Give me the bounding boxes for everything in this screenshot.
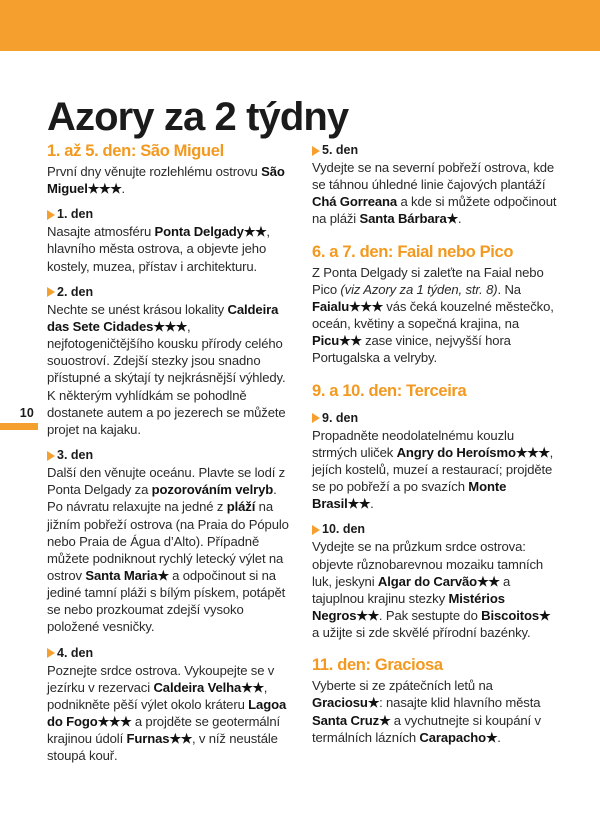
page-number: 10 xyxy=(19,406,34,420)
graciosa-text-2: : nasajte klid hlavního města xyxy=(379,695,541,711)
faial-text-2: . Na xyxy=(497,281,521,297)
triangle-bullet-icon xyxy=(47,287,55,297)
day3-beaches: pláží xyxy=(226,499,256,515)
page-folio-marker xyxy=(0,406,40,430)
day2-place-1: Caldeira das Sete Cidades xyxy=(47,301,279,334)
faial-cross-reference: (viz Azory za 1 týden, str. 8) xyxy=(340,281,498,297)
day9-text-3: . xyxy=(370,496,374,512)
pico-island: Picu xyxy=(312,333,340,349)
day3-text-4: a odpočinout si na jediné tamní pláži s bílým pískem, potápět se nebo prozkoumat zdejší vysoko položené vesničky. xyxy=(47,567,286,635)
day-3-paragraph xyxy=(47,464,295,636)
graciosa-stars-3: ★ xyxy=(486,729,498,745)
intro-rating-stars: ★★★ xyxy=(87,181,122,197)
day10-trail: Mistérios Negros xyxy=(312,590,505,623)
day5-text-1: Vydejte se na severní pobřeží ostrova, kde se táhnou úhledné linie čajových plantáží xyxy=(312,160,555,193)
page-title: Azory za 2 týdny xyxy=(47,94,349,139)
graciosa-text-4: . xyxy=(497,729,501,745)
faial-text-1: Z Ponta Delgady si zaleťte na Faial nebo Pico xyxy=(312,264,544,297)
faial-text-4: zase vinice, nejvyšší hora Portugalska a velryby. xyxy=(312,333,511,366)
day4-place-2: Lagoa do Fogo xyxy=(47,696,287,730)
day10-stars-2: ★★ xyxy=(356,607,379,623)
day9-town: Angry do Heroísmo xyxy=(396,444,516,460)
day-label-9: 9. den xyxy=(322,410,359,425)
graciosa-island: Graciosu xyxy=(312,695,368,711)
day5-beach: Santa Bárbara xyxy=(359,211,447,227)
day2-text-1: Nechte se unést krásou lokality xyxy=(47,301,228,317)
day-label-3: 3. den xyxy=(57,448,94,463)
top-accent-band xyxy=(0,0,600,51)
graciosa-paragraph xyxy=(312,677,560,746)
graciosa-capital: Santa Cruz xyxy=(312,712,380,728)
day2-text-2: , nejfotogeničtějšího kousku přírody celého souostroví. Zdejší stezky jsou snadno přístupné a skýtají ty nejkrásnější výhledy. K některým vyhlídkám se pohodlně dostanete autem a po jezerech se můžete projet na kajaku. xyxy=(47,318,286,437)
day-label-2: 2. den xyxy=(57,284,94,299)
day9-text-1: Propadněte neodolatelnému kouzlu strmých uliček xyxy=(312,427,514,460)
day3-stars-3: ★ xyxy=(157,567,169,583)
intro-tail-text: . xyxy=(121,181,125,197)
triangle-bullet-icon xyxy=(312,525,320,535)
day4-text-4: , v níž neustále stoupá kouř. xyxy=(47,731,278,764)
day-4-paragraph xyxy=(47,662,295,765)
faial-island: Faialu xyxy=(312,298,350,314)
section-heading-faial-pico: 6. a 7. den: Faial nebo Pico xyxy=(312,242,514,261)
day10-text-1: Vydejte se na průzkum srdce ostrova: objevte různobarevnou mozaiku tamních luk, jeskyni xyxy=(312,539,544,589)
day-9-paragraph xyxy=(312,427,560,513)
day3-text-2: . Po návratu relaxujte na jedné z xyxy=(47,482,277,515)
day10-stars-3: ★ xyxy=(539,607,551,623)
pico-stars: ★★ xyxy=(339,333,362,349)
day3-text-3: na jižním pobřeží ostrova (na Praia do Pópulo nebo Praia de Água d’Alto). Případně můžete podniknout rychlý letecký výlet na ostrov xyxy=(47,499,289,583)
day1-text-2: , hlavního města ostrova, a objevte jeho kostely, muzea, přístav i architekturu. xyxy=(47,224,270,274)
intro-place-name: São Miguel xyxy=(47,164,285,197)
day4-stars-2: ★★★ xyxy=(97,714,132,730)
day4-stars-1: ★★ xyxy=(241,679,264,695)
day9-text-2: , jejích kostelů, muzeí a restaurací; projděte se po pobřeží a po svazích xyxy=(312,444,554,495)
day-5-paragraph xyxy=(312,159,560,228)
day-heading-3 xyxy=(47,447,295,463)
day4-text-1: Poznejte srdce ostrova. Vykoupejte se v jezírku v rezervaci xyxy=(47,662,275,695)
section-heading-sao-miguel: 1. až 5. den: São Miguel xyxy=(47,142,224,160)
day5-text-2: a kde si můžete odpočinout na pláži xyxy=(312,194,557,227)
graciosa-stars-2: ★ xyxy=(379,712,391,728)
day-label-1: 1. den xyxy=(57,207,94,222)
day10-stars-1: ★★ xyxy=(477,573,500,589)
day3-place-3: Santa Maria xyxy=(85,567,158,583)
day10-text-3: . Pak sestupte do xyxy=(378,607,482,623)
day1-place-1: Ponta Delgady xyxy=(154,224,244,240)
day1-text-1: Nasajte atmosféru xyxy=(47,224,155,240)
day5-stars-2: ★ xyxy=(446,211,458,227)
day-heading-4 xyxy=(47,645,295,661)
faial-stars-1: ★★★ xyxy=(349,298,383,314)
day-1-paragraph xyxy=(47,223,295,274)
intro-paragraph xyxy=(47,163,295,197)
intro-lead-text: První dny věnujte rozlehlému ostrovu xyxy=(47,164,262,179)
day4-stars-3: ★★ xyxy=(169,731,192,747)
triangle-bullet-icon xyxy=(47,648,55,658)
day9-stars-2: ★★ xyxy=(347,496,371,512)
faial-text-3: vás čeká kouzelné městečko, oceán, květiny a sopečná krajina, na xyxy=(312,298,554,332)
section-heading-graciosa: 11. den: Graciosa xyxy=(312,656,443,675)
day-label-10: 10. den xyxy=(322,522,366,537)
day5-text-3: . xyxy=(457,211,462,227)
triangle-bullet-icon xyxy=(47,451,55,461)
day10-cave: Algar do Carvão xyxy=(377,573,478,589)
article-columns xyxy=(47,142,557,792)
section-heading-terceira: 9. a 10. den: Terceira xyxy=(312,381,467,400)
day10-biscoitos: Biscoitos xyxy=(481,607,540,623)
day4-text-3: a projděte se geotermální krajinou údolí xyxy=(47,714,281,747)
day9-monte: Monte Brasil xyxy=(312,479,507,512)
day1-stars-1: ★★ xyxy=(243,224,267,240)
faial-pico-paragraph xyxy=(312,264,560,367)
day-heading-1 xyxy=(47,206,295,222)
day3-activity: pozorováním velryb xyxy=(151,482,274,498)
day-heading-5 xyxy=(312,142,560,158)
day-heading-10 xyxy=(312,521,560,537)
day-10-paragraph xyxy=(312,538,560,641)
triangle-bullet-icon xyxy=(312,413,320,423)
folio-accent-bar xyxy=(0,423,38,430)
day-heading-2 xyxy=(47,284,295,300)
day5-plantation: Chá Gorreana xyxy=(312,194,398,210)
day-2-paragraph xyxy=(47,301,295,438)
day-heading-9 xyxy=(312,410,560,426)
triangle-bullet-icon xyxy=(47,210,55,220)
day-label-4: 4. den xyxy=(57,645,94,660)
day-label-5: 5. den xyxy=(322,143,359,157)
day3-text-1: Další den věnujte oceánu. Plavte se lodí z Ponta Delgady za xyxy=(47,465,286,498)
graciosa-text-1: Vyberte si ze zpátečních letů na xyxy=(312,678,493,694)
day9-stars-1: ★★★ xyxy=(515,444,550,460)
triangle-bullet-icon xyxy=(312,146,320,156)
day4-place-1: Caldeira Velha xyxy=(153,679,242,695)
day2-stars-1: ★★★ xyxy=(153,318,188,334)
graciosa-stars-1: ★ xyxy=(367,695,380,711)
graciosa-text-3: a vychutnejte si koupání v termálních lázních xyxy=(312,712,541,745)
day4-text-2: , podnikněte pěší výlet okolo kráteru xyxy=(47,679,268,712)
right-column xyxy=(312,142,560,746)
day10-text-2: a tajuplnou krajinu stezky xyxy=(312,573,511,606)
day10-text-4: a užijte si zde skvělé přírodní bazénky. xyxy=(312,625,531,641)
day4-place-3: Furnas xyxy=(126,731,170,747)
left-column xyxy=(47,142,295,765)
graciosa-spa: Carapacho xyxy=(419,729,487,745)
